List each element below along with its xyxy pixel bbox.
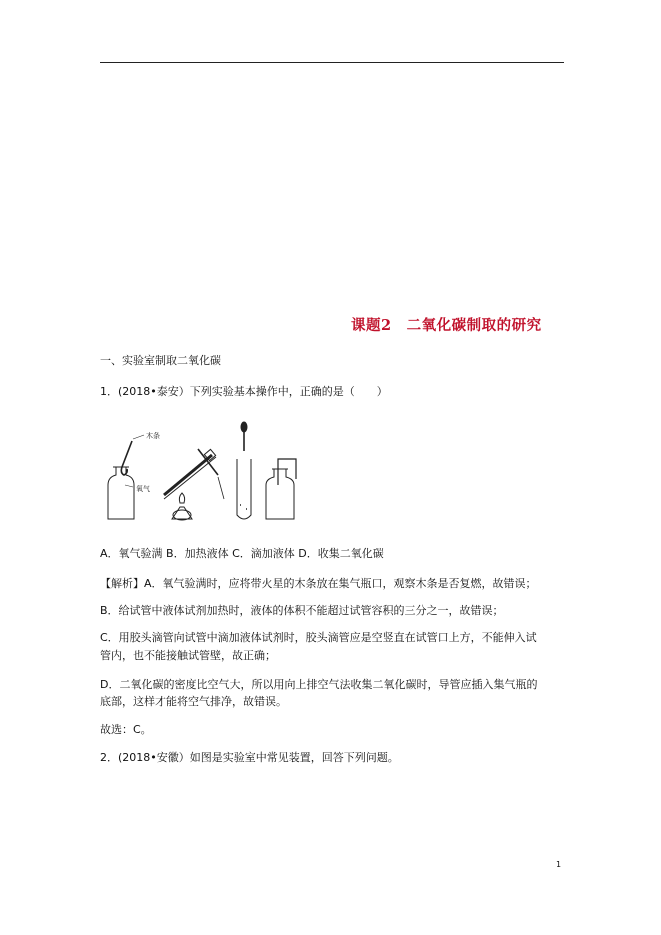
q1-figure [100, 415, 310, 527]
header-rule [100, 62, 564, 63]
page-number: 1 [556, 860, 562, 869]
question-2-stem: 2．(2018•安徽）如图是实验室中常见装置，回答下列问题。 [100, 751, 399, 764]
figure-b-heating-liquid [164, 449, 224, 520]
figure-c-dropper [237, 422, 251, 519]
analysis-a-text: A．氧气验满时，应将带火星的木条放在集气瓶口，观察木条是否复燃，故错误； [144, 577, 537, 590]
section-heading: 一、实验室制取二氧化碳 [100, 354, 221, 367]
analysis-tag: 【解析】 [100, 577, 144, 590]
label-oxygen: 氧气 [136, 485, 150, 493]
analysis-d-line1: D．二氧化碳的密度比空气大，所以用向上排空气法收集二氧化碳时，导管应插入集气瓶的 [100, 678, 538, 691]
analysis-c-line1: C．用胶头滴管向试管中滴加液体试剂时，胶头滴管应是空竖直在试管口上方，不能伸入试 [100, 631, 537, 644]
figure-a-oxygen-check [108, 435, 144, 519]
question-1-options: A．氧气验满 B．加热液体 C．滴加液体 D．收集二氧化碳 [100, 547, 384, 560]
label-stick: 木条 [146, 432, 160, 440]
analysis-b: B．给试管中液体试剂加热时，液体的体积不能超过试管容积的三分之一，故错误； [100, 604, 504, 617]
analysis-c-line2: 管内，也不能接触试管壁，故正确； [100, 649, 276, 662]
question-1-stem: 1．(2018•泰安）下列实验基本操作中，正确的是（ ） [100, 385, 388, 398]
analysis-a [100, 574, 537, 594]
analysis-d-line2: 底部，这样才能将空气排净，故错误。 [100, 695, 287, 708]
answer: 故选：C。 [100, 723, 152, 736]
figure-d-collect-co2 [266, 459, 296, 519]
lesson-title: 课题2 二氧化碳制取的研究 [351, 317, 542, 334]
